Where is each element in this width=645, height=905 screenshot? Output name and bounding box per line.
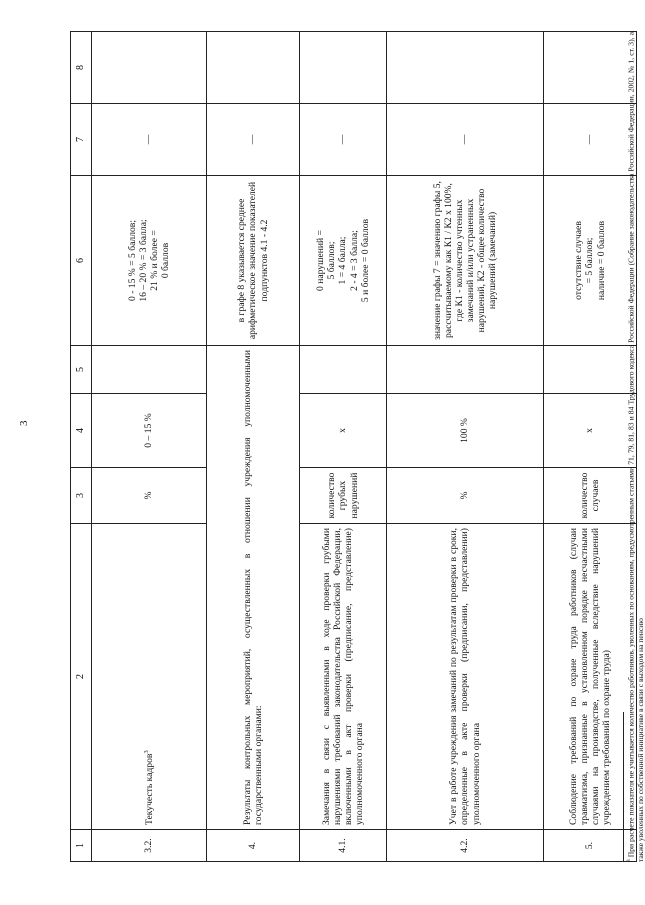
scoring-formula: К1 / К2 х 100% (442, 185, 454, 248)
value-cell (92, 346, 207, 394)
scoring-line: 16 – 20 % = 3 балла; (137, 219, 149, 302)
column-number-row (71, 32, 92, 862)
result-cell (544, 32, 637, 104)
footnote-text: При расчете показателя не учитывается количество работников, уволенных по основаниям, предусмотренным статьями 71, 79, 81, 83 и 84 Трудового кодекса Российской Федерации (Собрание законодательства Российской Федерации, 2002, № 1, ст. 3), а также уволенных по собственной инициативе в связи с выходом на пенсию (626, 32, 645, 862)
header-col-6: 6 (71, 176, 92, 346)
row-number: 4.1. (300, 830, 387, 862)
dash-cell: — (207, 104, 300, 176)
scoring-line: 2 - 4 = 3 балла; (348, 230, 360, 291)
norm-cell: х (300, 394, 387, 468)
norm-cell: 0 – 15 % (92, 394, 207, 468)
header-col-1: 1 (71, 830, 92, 862)
row-number: 3.2. (92, 830, 207, 862)
dash-cell: — (92, 104, 207, 176)
header-col-2: 2 (71, 524, 92, 830)
header-col-8: 8 (71, 32, 92, 104)
dash-cell: — (387, 104, 544, 176)
table-row-4-1 (300, 32, 387, 862)
row-number: 4. (207, 830, 300, 862)
norm-cell: х (544, 394, 637, 468)
row-number: 5. (544, 830, 637, 862)
table-row-4 (207, 32, 300, 862)
header-col-3: 3 (71, 468, 92, 524)
indicator-name (92, 524, 207, 830)
norm-cell: 100 % (387, 394, 544, 468)
table-row-3-2 (92, 32, 207, 862)
result-cell (300, 32, 387, 104)
result-cell (92, 32, 207, 104)
scoring-line: отсутствие случаев (573, 221, 585, 300)
header-col-4: 4 (71, 394, 92, 468)
footnote (626, 32, 645, 862)
scoring-cell (544, 176, 637, 346)
result-cell (207, 32, 300, 104)
footnote-number: 3 (626, 859, 632, 862)
value-cell (387, 346, 544, 394)
unit-cell: количество грубых нарушений (300, 468, 387, 524)
scoring-cell (92, 176, 207, 346)
result-cell (387, 32, 544, 104)
scoring-line: 0 - 15 % = 5 баллов; (126, 220, 138, 301)
header-col-7: 7 (71, 104, 92, 176)
unit-cell: количество случаев (544, 468, 637, 524)
scoring-text-a: значение графы 7 = значению графы 5, рассчитываемому как (431, 181, 454, 340)
indicator-name: Соблюдение требований по охране труда работников (случаи травматизма, признанные в установленном порядке несчастными случаями на производстве, полученные вследствие нарушений учреждением требований по охране труда) (544, 524, 637, 830)
scoring-line: 0 нарушений = (315, 230, 327, 291)
dash-cell: — (300, 104, 387, 176)
rotated-page-content (70, 32, 645, 862)
scoring-text-b: , где К1 - количество учтенных замечаний и/или устраненных нарушений, К2 - общее количество нарушений (замечаний) (442, 183, 499, 333)
header-col-5: 5 (71, 346, 92, 394)
indicator-name-text: Текучесть кадров (144, 753, 156, 825)
criteria-table (70, 31, 637, 862)
unit-cell: % (387, 468, 544, 524)
indicator-name: Замечания в связи с выявленными в ходе проверки грубыми нарушениями требований законодательства Российской Федерации, включенными в акт проверки (предписание, представление) уполномоченного органа (300, 524, 387, 830)
indicator-name: Результаты контрольных мероприятий, осуществленных в отношении учреждения уполномоченными государственными органами: (207, 346, 300, 830)
scoring-line: 1 = 4 балла; (337, 236, 349, 285)
scoring-line: 5 и более = 0 баллов (359, 218, 371, 303)
scoring-cell (300, 176, 387, 346)
dash-cell: — (544, 104, 637, 176)
page-number: 3 (18, 420, 30, 426)
table-row-4-2 (387, 32, 544, 862)
scoring-line: 0 баллов (160, 242, 172, 279)
value-cell (300, 346, 387, 394)
footnote-marker: 3 (142, 750, 150, 754)
footnote-divider (623, 712, 624, 862)
indicator-name: Учет в работе учреждения замечаний по результатам проверки в сроки, определенные в акте проверки (предписании, представлении) уполномоченного органа (387, 524, 544, 830)
row-number: 4.2. (387, 830, 544, 862)
scoring-line: 5 баллов; (326, 241, 338, 280)
value-cell (544, 346, 637, 394)
scoring-line: = 5 баллов; (584, 237, 596, 284)
scoring-line: 21 % и более = (149, 230, 160, 291)
scoring-line: наличие = 0 баллов (595, 220, 607, 301)
unit-cell: % (92, 468, 207, 524)
scoring-cell: в графе 8 указывается среднее арифметическое значение показателей подпунктов 4.1 - 4.2 (207, 176, 300, 346)
scoring-cell (387, 176, 544, 346)
